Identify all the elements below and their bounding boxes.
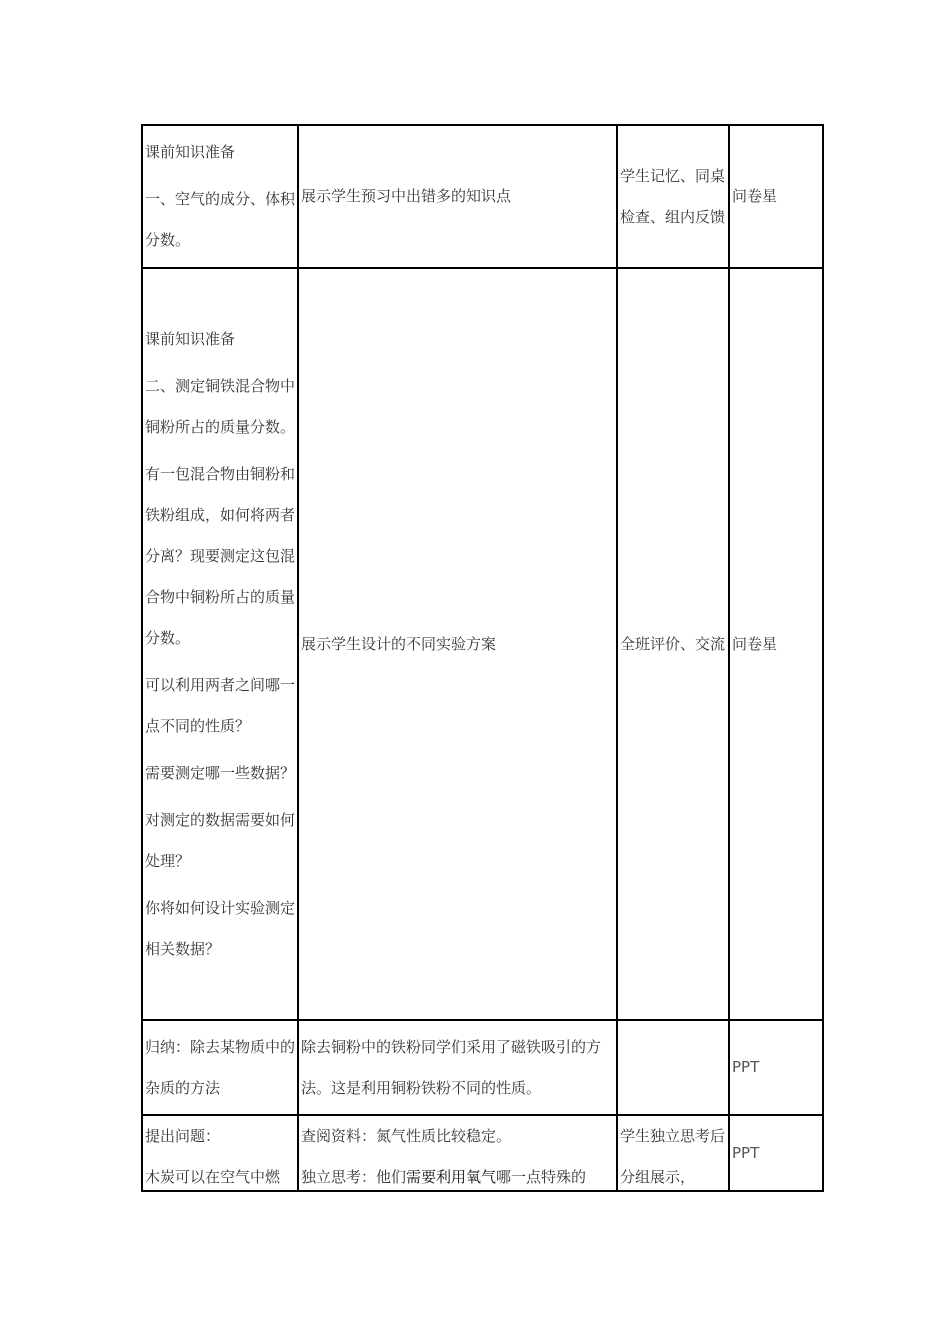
cell-line: 一、空气的成分、体积分数。 [145,190,296,249]
cell-paragraph: 需要测定哪一些数据？ [145,763,296,782]
text-span: 需要利用氧气 [406,1168,497,1186]
cell-paragraph: 二、测定铜铁混合物中铜粉所占的质量分数。 [145,376,296,436]
cell-line: 查阅资料：氮气性质比较稳定。 [301,1127,512,1145]
row4-tool-cell: PPT [729,1115,823,1191]
lesson-plan-table [141,124,824,1192]
cell-paragraph: 课前知识准备 [145,329,236,348]
cell-paragraph: 可以利用两者之间哪一点不同的性质？ [145,675,296,735]
cell-paragraph: 对测定的数据需要如何处理？ [145,810,296,870]
row2-tool-cell: 问卷星 [729,268,823,1020]
row1-student-cell: 学生记忆、同桌检查、组内反馈 [617,125,729,268]
text-span: 哪一点特殊的 [496,1168,587,1186]
row4-teacher-cell [298,1115,617,1191]
table-row [142,268,823,1020]
table-row [142,1020,823,1115]
row2-content-cell [142,268,298,1020]
cell-line [301,1157,616,1190]
row1-tool-cell: 问卷星 [729,125,823,268]
cell-paragraph: 有一包混合物由铜粉和铁粉组成，如何将两者分离？现要测定这包混合物中铜粉所占的质量分数。 [145,464,296,647]
table-row [142,125,823,268]
row3-student-cell [617,1020,729,1115]
row4-content-cell [142,1115,298,1191]
table-row [142,1115,823,1191]
row4-student-cell [617,1115,729,1191]
cell-line: 课前知识准备 [145,143,236,161]
row1-content-cell [142,125,298,268]
cell-text: 学生独立思考后分组展示， [620,1127,726,1186]
row3-tool-cell: PPT [729,1020,823,1115]
cell-paragraph: 你将如何设计实验测定相关数据？ [145,898,296,958]
cell-line: 木炭可以在空气中燃 [145,1168,281,1186]
row2-teacher-cell: 展示学生设计的不同实验方案 [298,268,617,1020]
cell-line: 提出问题： [145,1127,221,1145]
row3-content-cell: 归纳：除去某物质中的杂质的方法 [142,1020,298,1115]
text-span: 独立思考：他们 [301,1168,407,1186]
row3-teacher-cell: 除去铜粉中的铁粉同学们采用了磁铁吸引的方法。这是利用铜粉铁粉不同的性质。 [298,1020,617,1115]
row2-student-cell: 全班评价、交流 [617,268,729,1020]
row1-teacher-cell: 展示学生预习中出错多的知识点 [298,125,617,268]
